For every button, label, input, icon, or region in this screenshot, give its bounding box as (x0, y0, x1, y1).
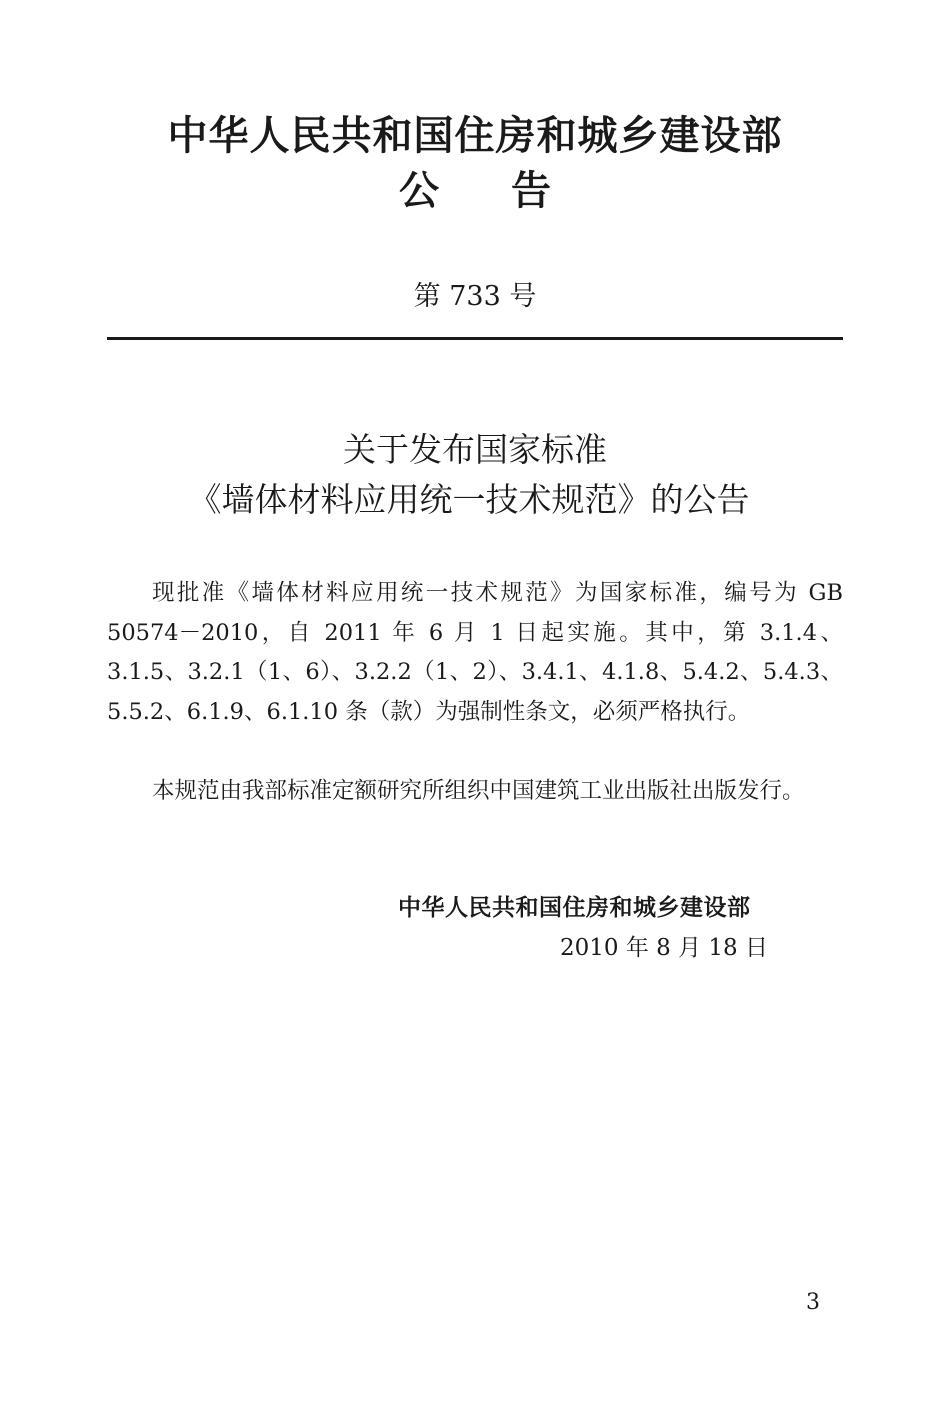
subject-line-1: 关于发布国家标准 (343, 430, 607, 469)
page-number: 3 (806, 1290, 820, 1315)
ministry-title: 中华人民共和国住房和城乡建设部 (167, 113, 783, 159)
body-paragraph-2: 本规范由我部标准定额研究所组织中国建筑工业出版社出版发行。 (152, 778, 805, 804)
signature-date: 2010 年 8 月 18 日 (560, 935, 768, 961)
subject-line-2: 《墙体材料应用统一技术规范》的公告 (188, 480, 750, 519)
signature-organization: 中华人民共和国住房和城乡建设部 (398, 895, 751, 921)
document-type-heading: 公告 (399, 168, 623, 214)
header-divider (107, 337, 843, 340)
announcement-number: 第 733 号 (413, 281, 537, 312)
body-paragraph-1: 现批准《墙体材料应用统一技术规范》为国家标准，编号为 GB 50574－2010，自 2011 年 6 月 1 日起实施。其中，第 3.1.4、3.1.5、3.2.1（1、6）、3.2.2（1、2）、3.4.1、4.1.8、5.4.2、5.4.3、5.5.2、6.1.9、6.1.10 条（款）为强制性条文，必须严格执行。 (107, 580, 843, 725)
